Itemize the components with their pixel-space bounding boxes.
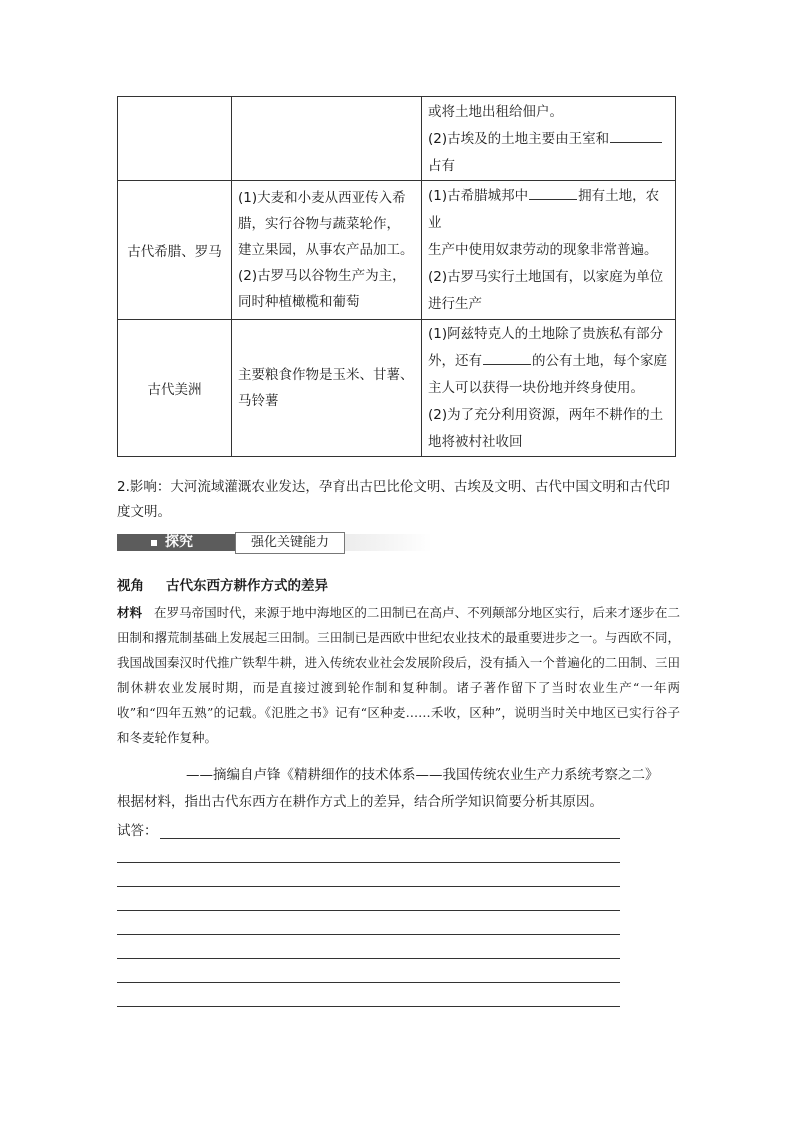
answer-line[interactable] [117, 886, 620, 887]
answer-label: 试答： [117, 823, 158, 839]
question-prompt: 根据材料，指出古代东西方在耕作方式上的差异，结合所学知识简要分析其原因。 [117, 794, 603, 810]
table-cell-crops [232, 320, 422, 457]
influence-paragraph: 2.影响：大河流域灌溉农业发达，孕育出古巴比伦文明、古埃及文明、古代中国文明和古代印度文明。 [117, 479, 670, 520]
land-text: 主人可以获得一块份地并终身使用。 [428, 379, 644, 396]
table-row [118, 320, 676, 457]
answer-line[interactable] [117, 958, 620, 959]
explore-banner [117, 532, 432, 554]
crops-text: 同时种植橄榄和葡萄 [238, 294, 360, 310]
agriculture-table [117, 96, 676, 457]
crops-text: (2)古罗马以谷物生产为主， [238, 268, 406, 284]
answer-line[interactable] [117, 982, 620, 983]
table-cell-crops [232, 97, 422, 181]
table-cell-region [118, 97, 232, 181]
crops-text: (1)大麦和小麦从西亚传入希 [238, 190, 406, 206]
angle-topic: 古代东西方耕作方式的差异 [166, 578, 328, 594]
source-citation: ——摘编自卢锋《精耕细作的技术体系——我国传统农业生产力系统考察之二》 [186, 767, 659, 783]
crops-text: 主要粮食作物是玉米、甘薯、 [238, 367, 414, 383]
answer-line[interactable] [117, 1006, 620, 1007]
angle-label: 视角 [117, 578, 144, 594]
table-row [118, 181, 676, 320]
square-bullet-icon [151, 540, 157, 546]
table-cell-region: 古代美洲 [118, 320, 232, 457]
material-lead: 材料 [117, 605, 143, 620]
banner-tag: 探究 [165, 534, 193, 550]
table-cell-region: 古代希腊、罗马 [118, 181, 232, 320]
fill-in-blank[interactable] [483, 349, 531, 365]
land-text: 地将被村社收回 [428, 433, 523, 450]
land-text: 外，还有 的公有土地，每个家庭 [428, 348, 669, 375]
banner-subtitle: 强化关键能力 [235, 532, 345, 554]
fill-in-blank[interactable] [610, 127, 662, 143]
land-text: (2)古罗马实行土地国有，以家庭为单位 [428, 268, 664, 285]
table-row [118, 97, 676, 181]
land-text: (2)为了充分利用资源，两年不耕作的土 [428, 406, 664, 423]
table-cell-crops [232, 181, 422, 320]
land-text: (1)古希腊城邦中 拥有土地，农业 [428, 183, 669, 237]
land-text: 或将土地出租给佃户。 [428, 104, 563, 120]
material-text: 在罗马帝国时代，来源于地中海地区的二田制已在高卢、不列颠部分地区实行，后来才逐步在二田制和撂荒制基础上发展起三田制。三田制已是西欧中世纪农业技术的最重要进步之一。与西欧不同，我国战国秦汉时代推广铁犁牛耕，进入传统农业社会发展阶段后，没有插入一个普遍化的二田制、三田制休耕农业发展时期，而是直接过渡到轮作制和复种制。诸子著作留下了当时农业生产“一年两收”和“四年五熟”的记载。《氾胜之书》记有“区种麦……禾收，区种”，说明当时关中地区已实行谷子和冬麦轮作复种。 [117, 605, 680, 745]
answer-line[interactable] [117, 910, 620, 911]
land-text: 占有 [428, 158, 455, 174]
angle-heading [117, 574, 328, 594]
answer-line[interactable] [160, 838, 620, 839]
crops-text: 腊，实行谷物与蔬菜轮作， [238, 216, 400, 232]
crops-text: 建立果园，从事农产品加工。 [238, 242, 414, 258]
land-text: 进行生产 [428, 295, 482, 312]
land-text: (1)阿兹特克人的土地除了贵族私有部分 [428, 325, 664, 342]
land-text: 生产中使用奴隶劳动的现象非常普遍。 [428, 241, 658, 258]
answer-line[interactable] [117, 862, 620, 863]
table-cell-land [422, 181, 676, 320]
table-cell-land [422, 97, 676, 181]
crops-text: 马铃薯 [238, 393, 279, 409]
land-text: (2)古埃及的土地主要由王室和 [428, 126, 669, 153]
fill-in-blank[interactable] [529, 184, 577, 200]
material-paragraph [117, 600, 680, 750]
table-cell-land [422, 320, 676, 457]
answer-line[interactable] [117, 934, 620, 935]
